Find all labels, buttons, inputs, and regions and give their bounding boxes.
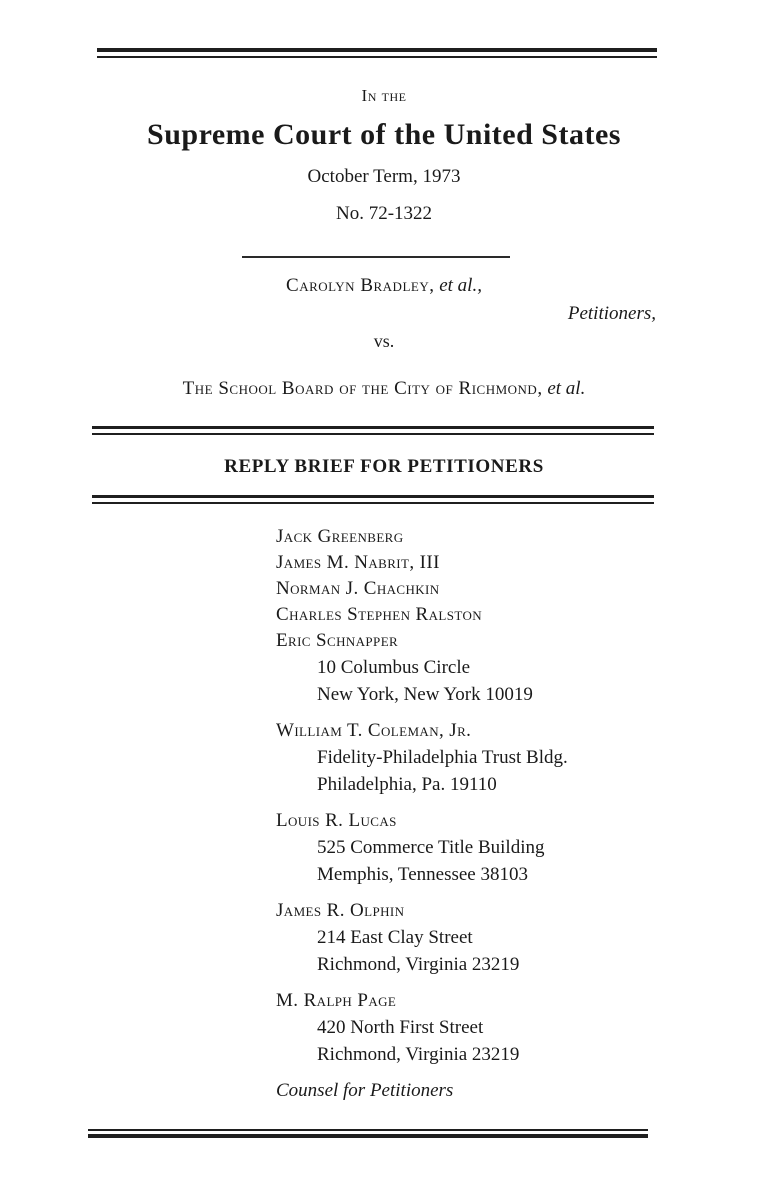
term-label: October Term, 1973: [307, 166, 461, 187]
petitioner-line: [0, 275, 768, 297]
petitioner-name: Carolyn Bradley,: [286, 275, 435, 296]
counsel-address-line: Memphis, Tennessee 38103: [317, 864, 528, 885]
counsel-name: M. Ralph Page: [276, 990, 397, 1011]
counsel-name: Louis R. Lucas: [276, 810, 397, 831]
counsel-name: William T. Coleman, Jr.: [276, 720, 472, 741]
counsel-name: Norman J. Chachkin: [276, 578, 440, 599]
counsel-address-line: Richmond, Virginia 23219: [317, 954, 520, 975]
counsel-address-line: 214 East Clay Street: [317, 927, 473, 948]
caption-divider: [242, 256, 510, 258]
title-rule-top-2: [92, 433, 654, 435]
petitioner-etal: et al.,: [439, 275, 482, 296]
docket-number: No. 72-1322: [335, 203, 433, 224]
counsel-group: [276, 988, 696, 1068]
petitioner-role: Petitioners,: [567, 303, 656, 324]
title-rule-bottom-1: [92, 495, 654, 498]
counsel-block: [276, 524, 696, 1104]
title-rule-bottom-2: [92, 502, 654, 504]
respondent-name: The School Board of the City of Richmond,: [182, 378, 543, 399]
counsel-name: Eric Schnapper: [276, 630, 399, 651]
counsel-address-line: New York, New York 10019: [317, 684, 533, 705]
counsel-group: [276, 718, 696, 798]
brief-title: REPLY BRIEF FOR PETITIONERS: [224, 456, 544, 477]
counsel-address-line: Fidelity-Philadelphia Trust Bldg.: [317, 747, 568, 768]
counsel-group: [276, 808, 696, 888]
top-rule-thick: [97, 48, 657, 52]
in-the-label: In the: [361, 86, 407, 105]
counsel-group-naacp: [276, 524, 696, 708]
counsel-address-line: 10 Columbus Circle: [317, 657, 471, 678]
counsel-group: [276, 898, 696, 978]
bottom-rule-thick: [88, 1134, 648, 1138]
top-rule-thin: [97, 56, 657, 58]
bottom-rule-thin: [88, 1129, 648, 1131]
counsel-name: James M. Nabrit, III: [276, 552, 440, 573]
counsel-address-line: Philadelphia, Pa. 19110: [317, 774, 497, 795]
counsel-name: James R. Olphin: [276, 900, 405, 921]
respondent-etal: et al.: [547, 378, 586, 399]
court-name: Supreme Court of the United States: [147, 118, 621, 151]
counsel-address-line: 420 North First Street: [317, 1017, 484, 1038]
counsel-signature: Counsel for Petitioners: [276, 1080, 454, 1101]
title-rule-top-1: [92, 426, 654, 429]
counsel-address-line: Richmond, Virginia 23219: [317, 1044, 520, 1065]
counsel-name: Jack Greenberg: [276, 526, 404, 547]
versus-label: vs.: [373, 331, 395, 351]
respondent-line: [0, 378, 768, 400]
counsel-name: Charles Stephen Ralston: [276, 604, 483, 625]
counsel-address-line: 525 Commerce Title Building: [317, 837, 545, 858]
